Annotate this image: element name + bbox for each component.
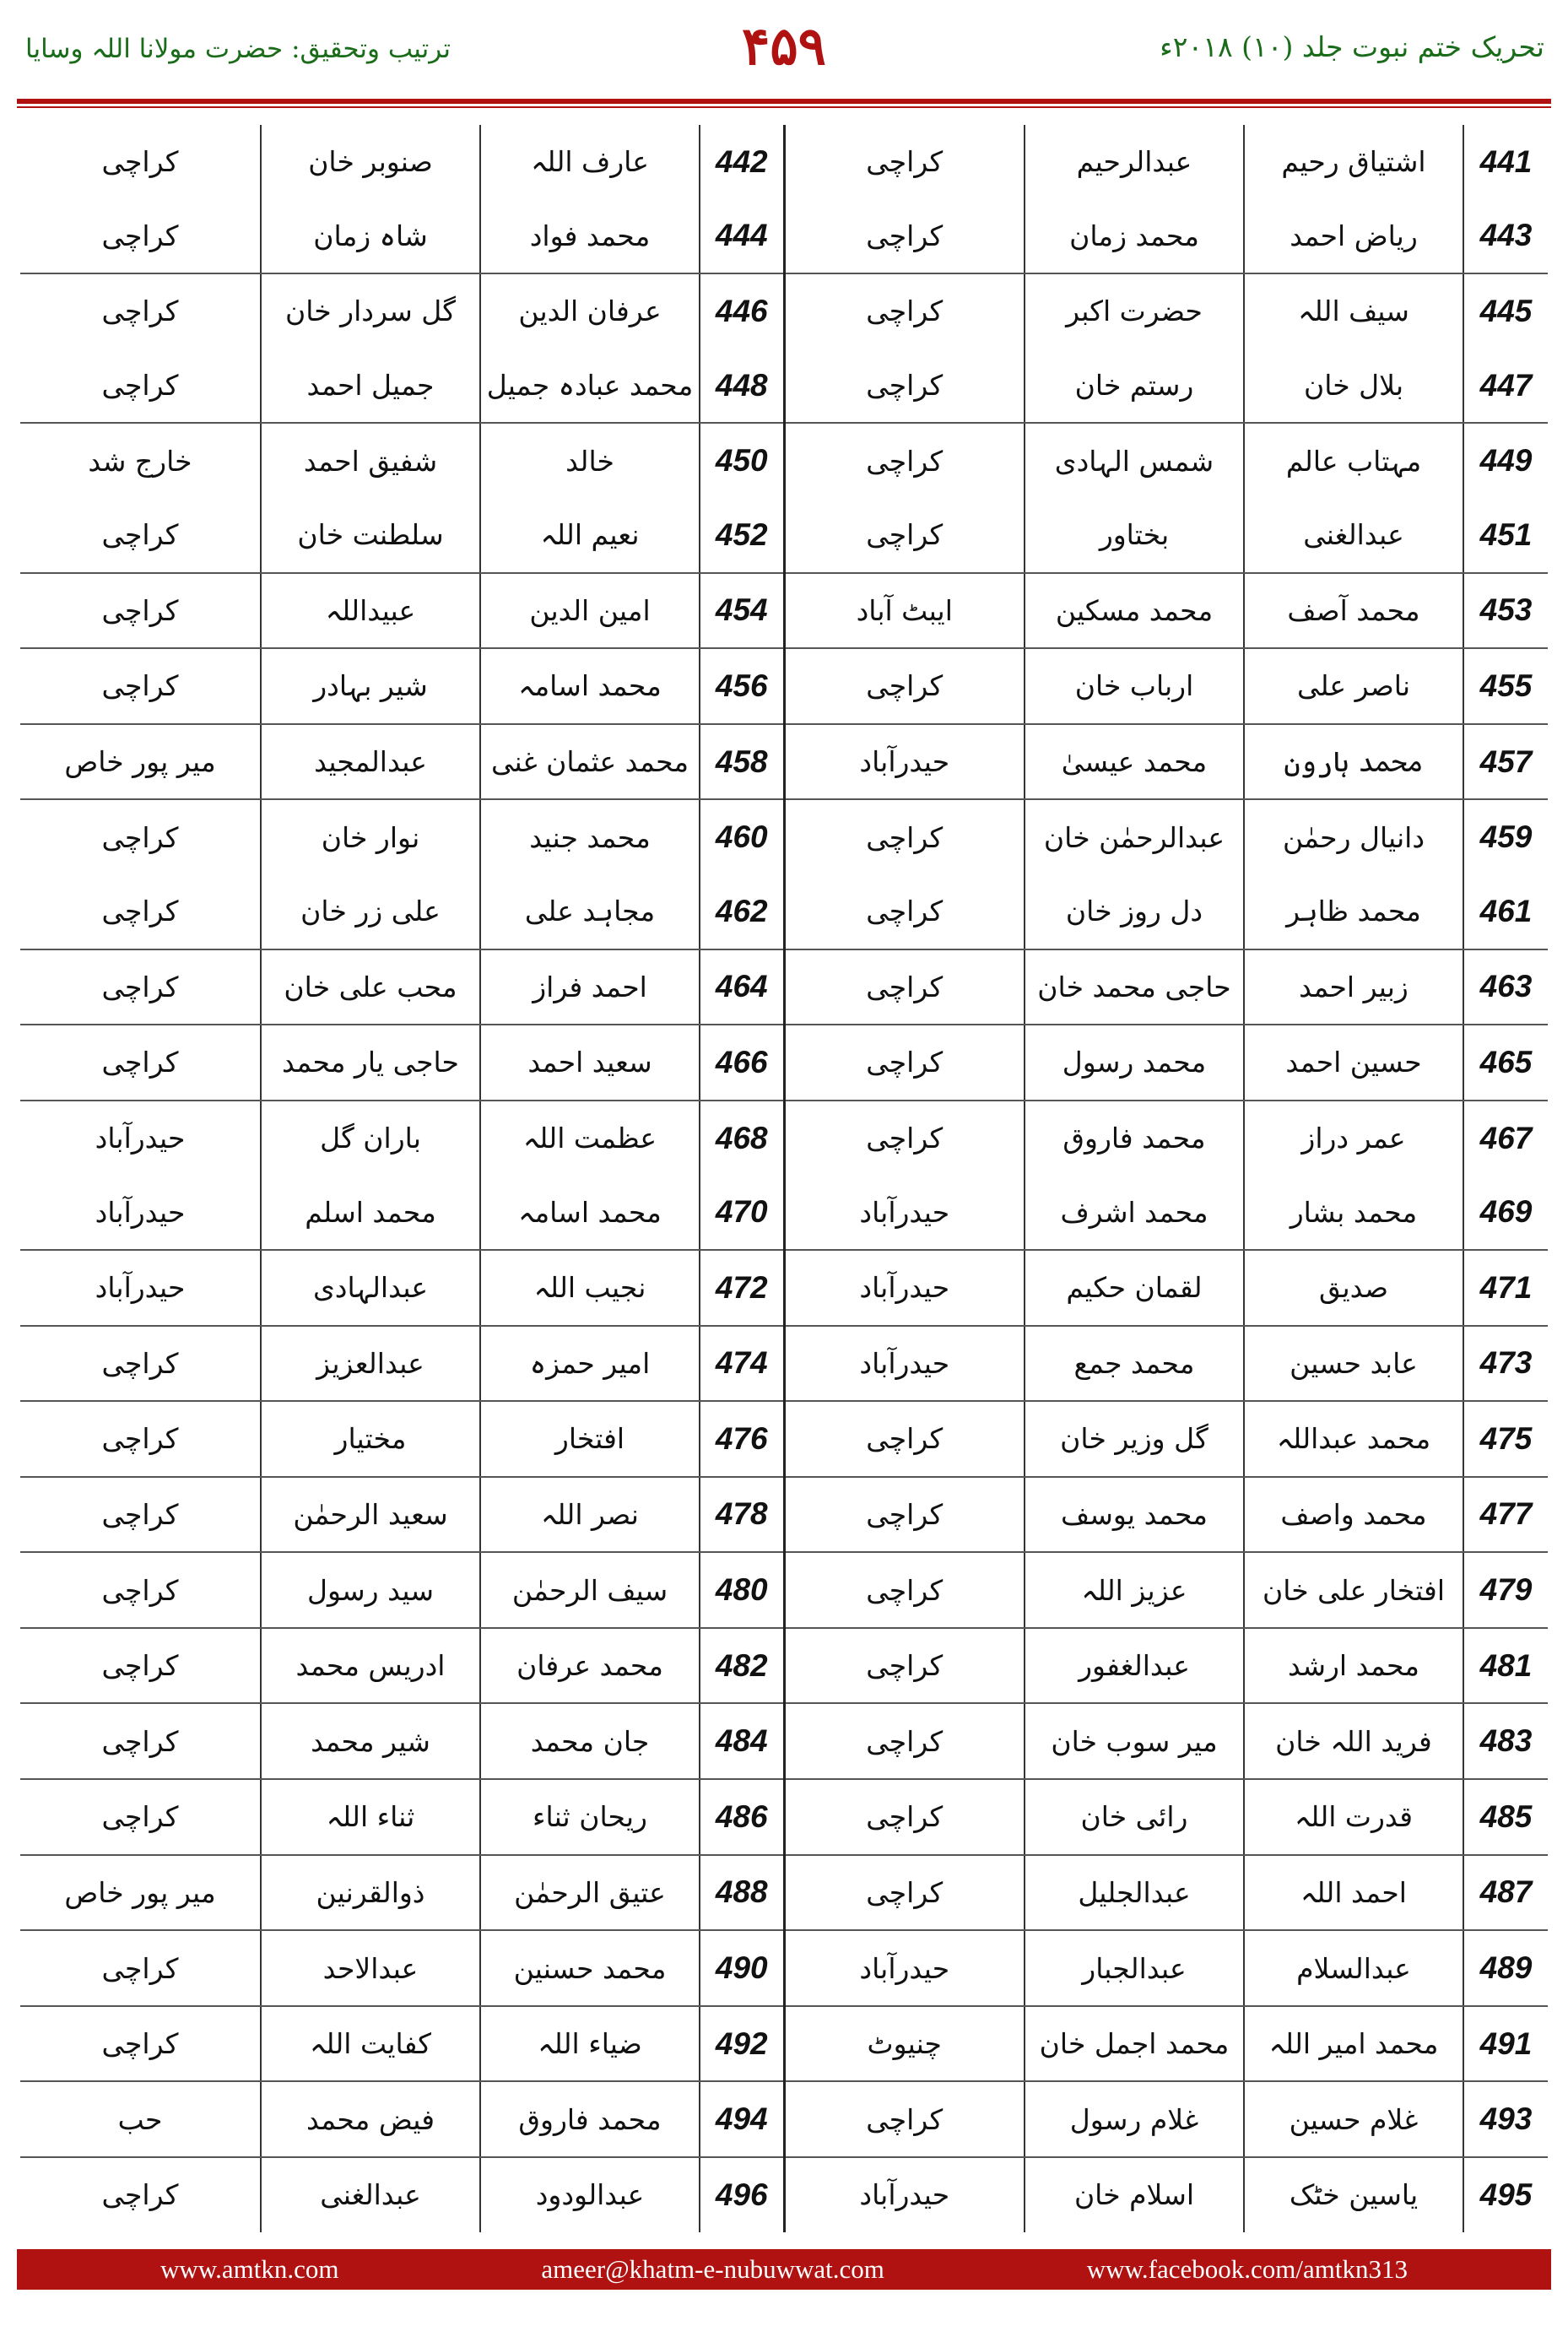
entry-city: کراچی xyxy=(784,1401,1025,1477)
entry-number: 477 xyxy=(1463,1477,1548,1553)
entry-number: 453 xyxy=(1463,573,1548,649)
entry-number: 457 xyxy=(1463,724,1548,800)
entry-city: کراچی xyxy=(20,949,261,1025)
entry-father-name: محمد جمع xyxy=(1025,1326,1244,1402)
entry-father-name: دل روز خان xyxy=(1025,874,1244,949)
entry-name: محمد عبادہ جمیل xyxy=(480,349,700,424)
entry-father-name: لقمان حکیم xyxy=(1025,1250,1244,1326)
entry-father-name: عبدالاحد xyxy=(261,1930,480,2006)
entry-name: محمد عرفان xyxy=(480,1628,700,1704)
entry-father-name: فیض محمد xyxy=(261,2081,480,2157)
entry-name: خالد xyxy=(480,423,700,498)
entry-father-name: گل سردار خان xyxy=(261,273,480,349)
entry-city: ایبٹ آباد xyxy=(784,573,1025,649)
entry-father-name: علی زر خان xyxy=(261,874,480,949)
entry-name: عبدالسلام xyxy=(1244,1930,1463,2006)
entry-number: 473 xyxy=(1463,1326,1548,1402)
entry-number: 448 xyxy=(700,349,784,424)
entry-city: کراچی xyxy=(20,349,261,424)
entry-city: کراچی xyxy=(101,145,179,179)
entry-city: حب xyxy=(20,2081,261,2157)
entry-city: کراچی xyxy=(101,295,179,328)
entry-father-name: محب علی خان xyxy=(261,949,480,1025)
entry-city: کراچی xyxy=(20,2006,261,2082)
entry-name: محمد حسنین xyxy=(480,1930,700,2006)
entry-city: کراچی xyxy=(784,949,1025,1025)
entry-city: کراچی xyxy=(784,1779,1025,1855)
entry-name: محمد اسامہ xyxy=(480,1175,700,1250)
entry-city: کراچی xyxy=(20,1628,261,1704)
table-row xyxy=(20,1930,1548,2006)
table-row xyxy=(20,1855,1548,1931)
entry-city: کراچی xyxy=(784,273,1025,349)
entry-father-name: مختیار xyxy=(261,1401,480,1477)
entry-number: 483 xyxy=(1463,1703,1548,1779)
entry-city: کراچی xyxy=(784,799,1025,874)
entry-father-name: عبدالہادی xyxy=(261,1250,480,1326)
entry-father-name: عبیداللہ xyxy=(261,573,480,649)
table-row xyxy=(20,199,1548,274)
page-header xyxy=(0,0,1568,105)
entry-city: کراچی xyxy=(784,423,1025,498)
entry-city: کراچی xyxy=(784,125,1025,199)
entry-city: کراچی xyxy=(784,1025,1025,1101)
entry-number: 494 xyxy=(700,2081,784,2157)
entry-name: سعید احمد xyxy=(480,1025,700,1101)
entry-father-name: عبدالغفور xyxy=(1025,1628,1244,1704)
entry-name: عبدالودود xyxy=(480,2157,700,2232)
entry-number: 487 xyxy=(1463,1855,1548,1931)
entry-father-name: شیر بہادر xyxy=(261,648,480,724)
table-row xyxy=(20,498,1548,573)
table-row xyxy=(20,874,1548,949)
table-row xyxy=(20,2157,1548,2232)
names-table xyxy=(20,125,1548,2232)
book-title: تحریک ختم نبوت جلد (۱۰) ۲۰۱۸ء xyxy=(1160,30,1544,63)
entry-father-name: عبدالجلیل xyxy=(1025,1855,1244,1931)
entry-city: کراچی xyxy=(20,874,261,949)
entry-name: نعیم اللہ xyxy=(480,498,700,573)
entry-city: کراچی xyxy=(101,2178,179,2212)
entry-name: محمد جنید xyxy=(480,799,700,874)
table-row xyxy=(20,1175,1548,1250)
entry-city: کراچی xyxy=(784,1101,1025,1176)
entry-number: 482 xyxy=(700,1628,784,1704)
entry-number: 469 xyxy=(1463,1175,1548,1250)
entry-city: کراچی xyxy=(784,1477,1025,1553)
entry-number: 484 xyxy=(700,1703,784,1779)
entry-father-name: محمد رسول xyxy=(1025,1025,1244,1101)
entry-city: کراچی xyxy=(20,1703,261,1779)
entry-number: 464 xyxy=(700,949,784,1025)
entry-city: کراچی xyxy=(20,1930,261,2006)
entry-father-name: ذوالقرنین xyxy=(261,1855,480,1931)
entry-name: غلام حسین xyxy=(1244,2081,1463,2157)
entry-number: 481 xyxy=(1463,1628,1548,1704)
entry-father-name: شمس الہادی xyxy=(1025,423,1244,498)
entry-number: 467 xyxy=(1463,1101,1548,1176)
entry-number: 480 xyxy=(700,1552,784,1628)
entry-father-name: باران گل xyxy=(261,1101,480,1176)
entry-father-name: حاجی محمد خان xyxy=(1025,949,1244,1025)
entry-city: کراچی xyxy=(20,1477,261,1553)
entry-number: 489 xyxy=(1463,1930,1548,2006)
entry-father-name: محمد مسکین xyxy=(1025,573,1244,649)
entry-name: محمد ارشد xyxy=(1244,1628,1463,1704)
entry-city: کراچی xyxy=(784,1552,1025,1628)
entry-name: محمد فواد xyxy=(480,199,700,274)
entry-number: 475 xyxy=(1463,1401,1548,1477)
entry-father-name: گل وزیر خان xyxy=(1025,1401,1244,1477)
entry-name: قدرت اللہ xyxy=(1244,1779,1463,1855)
entry-father-name: محمد اشرف xyxy=(1025,1175,1244,1250)
names-table-body xyxy=(20,125,1548,2232)
entry-father-name: میر سوب خان xyxy=(1025,1703,1244,1779)
entry-number: 447 xyxy=(1463,349,1548,424)
header-rule-thin xyxy=(17,106,1551,108)
table-row xyxy=(20,648,1548,724)
table-row xyxy=(20,1552,1548,1628)
entry-number: 465 xyxy=(1463,1025,1548,1101)
entry-number: 466 xyxy=(700,1025,784,1101)
names-table-container xyxy=(20,125,1548,2212)
entry-name: سیف الرحمٰن xyxy=(480,1552,700,1628)
entry-number: 460 xyxy=(700,799,784,874)
entry-name: دانیال رحمٰن xyxy=(1244,799,1463,874)
entry-city: حیدرآباد xyxy=(784,1175,1025,1250)
table-row xyxy=(20,1025,1548,1101)
entry-name: مہتاب عالم xyxy=(1244,423,1463,498)
entry-number: 468 xyxy=(700,1101,784,1176)
entry-name: اشتیاق رحیم xyxy=(1244,125,1463,199)
entry-name: عمر دراز xyxy=(1244,1101,1463,1176)
entry-city: کراچی xyxy=(784,2081,1025,2157)
table-row xyxy=(20,2006,1548,2082)
entry-father-name: سلطنت خان xyxy=(261,498,480,573)
table-row xyxy=(20,125,1548,199)
entry-father-name: عبدالجبار xyxy=(1025,1930,1244,2006)
entry-city: کراچی xyxy=(20,1552,261,1628)
entry-city: کراچی xyxy=(20,1401,261,1477)
table-row xyxy=(20,724,1548,800)
entry-father-name: محمد عیسیٰ xyxy=(1025,724,1244,800)
entry-name: یاسین خٹک xyxy=(1244,2157,1463,2232)
entry-name: مجاہد علی xyxy=(480,874,700,949)
entry-number: 444 xyxy=(700,199,784,274)
entry-father-name: جمیل احمد xyxy=(261,349,480,424)
entry-city: حیدرآباد xyxy=(784,1250,1025,1326)
entry-number: 485 xyxy=(1463,1779,1548,1855)
entry-father-name: غلام رسول xyxy=(1025,2081,1244,2157)
header-rule-thick xyxy=(17,99,1551,104)
table-row xyxy=(20,573,1548,649)
table-row xyxy=(20,1401,1548,1477)
entry-city: کراچی xyxy=(784,199,1025,274)
table-row xyxy=(20,1250,1548,1326)
entry-father-name: سعید الرحمٰن xyxy=(261,1477,480,1553)
entry-city: کراچی xyxy=(784,349,1025,424)
entry-number: 476 xyxy=(700,1401,784,1477)
entry-father-name: محمد فاروق xyxy=(1025,1101,1244,1176)
entry-name: فرید اللہ خان xyxy=(1244,1703,1463,1779)
entry-father-name: رستم خان xyxy=(1025,349,1244,424)
entry-name: احمد اللہ xyxy=(1244,1855,1463,1931)
table-row xyxy=(20,2081,1548,2157)
table-row xyxy=(20,1779,1548,1855)
entry-city: کراچی xyxy=(20,199,261,274)
entry-name: عابد حسین xyxy=(1244,1326,1463,1402)
entry-city: کراچی xyxy=(784,874,1025,949)
entry-name: عتیق الرحمٰن xyxy=(480,1855,700,1931)
entry-number: 491 xyxy=(1463,2006,1548,2082)
footer-facebook-link[interactable]: www.facebook.com/amtkn313 xyxy=(1086,2254,1408,2284)
entry-name: محمد بشار xyxy=(1244,1175,1463,1250)
entry-father-name: شفیق احمد xyxy=(261,423,480,498)
entry-father-name: اسلام خان xyxy=(1025,2157,1244,2232)
entry-father-name: عبدالغنی xyxy=(261,2157,480,2232)
entry-number: 493 xyxy=(1463,2081,1548,2157)
entry-name: محمد عثمان غنی xyxy=(480,724,700,800)
entry-number: 441 xyxy=(1463,125,1548,199)
entry-name: زبیر احمد xyxy=(1244,949,1463,1025)
entry-number: 495 xyxy=(1463,2157,1548,2232)
entry-city: حیدرآباد xyxy=(20,1175,261,1250)
entry-name: افتخار علی خان xyxy=(1244,1552,1463,1628)
entry-number: 471 xyxy=(1463,1250,1548,1326)
entry-name: افتخار xyxy=(480,1401,700,1477)
table-row xyxy=(20,273,1548,349)
entry-city: خارج شد xyxy=(88,444,192,478)
entry-number: 492 xyxy=(700,2006,784,2082)
entry-father-name: بختاور xyxy=(1025,498,1244,573)
entry-name: ناصر علی xyxy=(1244,648,1463,724)
table-row xyxy=(20,349,1548,424)
entry-name: احمد فراز xyxy=(480,949,700,1025)
entry-city: حیدرآباد xyxy=(784,1326,1025,1402)
entry-father-name: شاہ زمان xyxy=(261,199,480,274)
footer-website-link[interactable]: www.amtkn.com xyxy=(160,2254,339,2284)
entry-name: محمد ہارون xyxy=(1244,724,1463,800)
entry-city: کراچی xyxy=(20,1779,261,1855)
entry-number: 458 xyxy=(700,724,784,800)
entry-name: ریاض احمد xyxy=(1244,199,1463,274)
entry-city: کراچی xyxy=(784,498,1025,573)
entry-number: 446 xyxy=(700,273,784,349)
entry-father-name: محمد زمان xyxy=(1025,199,1244,274)
entry-father-name: محمد اجمل خان xyxy=(1025,2006,1244,2082)
entry-father-name: عبدالمجید xyxy=(261,724,480,800)
footer-email-link[interactable]: ameer@khatm-e-nubuwwat.com xyxy=(541,2254,884,2284)
entry-father-name: عبدالرحمٰن خان xyxy=(1025,799,1244,874)
entry-city: کراچی xyxy=(20,573,261,649)
entry-city: کراچی xyxy=(20,1326,261,1402)
entry-city: کراچی xyxy=(20,1025,261,1101)
entry-city: کراچی xyxy=(101,820,179,854)
entry-city: حیدرآباد xyxy=(784,1930,1025,2006)
entry-name: محمد امیر اللہ xyxy=(1244,2006,1463,2082)
table-row xyxy=(20,1628,1548,1704)
table-row xyxy=(20,1703,1548,1779)
entry-name: بلال خان xyxy=(1244,349,1463,424)
entry-name: عرفان الدین xyxy=(480,273,700,349)
entry-father-name: عزیز اللہ xyxy=(1025,1552,1244,1628)
entry-number: 452 xyxy=(700,498,784,573)
entry-father-name: شیر محمد xyxy=(261,1703,480,1779)
entry-father-name: سید رسول xyxy=(261,1552,480,1628)
page-number: ۴۵۹ xyxy=(742,15,826,77)
entry-city: حیدرآباد xyxy=(20,1250,261,1326)
entry-name: نصر اللہ xyxy=(480,1477,700,1553)
entry-father-name: محمد اسلم xyxy=(261,1175,480,1250)
entry-name: صدیق xyxy=(1244,1250,1463,1326)
entry-city: کراچی xyxy=(784,648,1025,724)
entry-father-name: ارباب خان xyxy=(1025,648,1244,724)
entry-number: 454 xyxy=(700,573,784,649)
entry-number: 463 xyxy=(1463,949,1548,1025)
table-row xyxy=(20,1101,1548,1176)
entry-name: محمد اسامہ xyxy=(480,648,700,724)
entry-city: حیدرآباد xyxy=(784,724,1025,800)
entry-father-name: کفایت اللہ xyxy=(261,2006,480,2082)
entry-name: نجیب اللہ xyxy=(480,1250,700,1326)
entry-city: میر پور خاص xyxy=(20,724,261,800)
entry-father-name: حاجی یار محمد xyxy=(261,1025,480,1101)
entry-name: حسین احمد xyxy=(1244,1025,1463,1101)
compiler-credit: ترتیب وتحقیق: حضرت مولانا اللہ وسایا xyxy=(25,34,451,64)
entry-name: عظمت اللہ xyxy=(480,1101,700,1176)
entry-father-name: عبدالعزیز xyxy=(261,1326,480,1402)
entry-number: 442 xyxy=(700,125,784,199)
table-row xyxy=(20,1326,1548,1402)
entry-father-name: محمد یوسف xyxy=(1025,1477,1244,1553)
entry-father-name: عبدالرحیم xyxy=(1025,125,1244,199)
entry-number: 456 xyxy=(700,648,784,724)
entry-name: امین الدین xyxy=(480,573,700,649)
entry-father-name: حضرت اکبر xyxy=(1025,273,1244,349)
entry-number: 451 xyxy=(1463,498,1548,573)
table-row xyxy=(20,799,1548,874)
entry-name: عبدالغنی xyxy=(1244,498,1463,573)
entry-name: محمد عبداللہ xyxy=(1244,1401,1463,1477)
entry-name: ضیاء اللہ xyxy=(480,2006,700,2082)
entry-city: کراچی xyxy=(784,1855,1025,1931)
entry-father-name: ادریس محمد xyxy=(261,1628,480,1704)
entry-city: کراچی xyxy=(784,1628,1025,1704)
entry-number: 470 xyxy=(700,1175,784,1250)
entry-father-name: صنوبر خان xyxy=(261,125,480,199)
entry-name: محمد فاروق xyxy=(480,2081,700,2157)
entry-city: میر پور خاص xyxy=(20,1855,261,1931)
entry-name: محمد واصف xyxy=(1244,1477,1463,1553)
entry-number: 496 xyxy=(700,2157,784,2232)
entry-number: 445 xyxy=(1463,273,1548,349)
entry-father-name: ثناء اللہ xyxy=(261,1779,480,1855)
entry-name: سیف اللہ xyxy=(1244,273,1463,349)
entry-city: کراچی xyxy=(20,648,261,724)
entry-city: حیدرآباد xyxy=(784,2157,1025,2232)
page-footer xyxy=(17,2249,1551,2290)
entry-name: ریحان ثناء xyxy=(480,1779,700,1855)
entry-number: 474 xyxy=(700,1326,784,1402)
table-row xyxy=(20,949,1548,1025)
entry-number: 455 xyxy=(1463,648,1548,724)
entry-father-name: رائی خان xyxy=(1025,1779,1244,1855)
entry-name: محمد ظاہر xyxy=(1244,874,1463,949)
entry-number: 479 xyxy=(1463,1552,1548,1628)
entry-number: 472 xyxy=(700,1250,784,1326)
table-row xyxy=(20,423,1548,498)
entry-father-name: نوار خان xyxy=(261,799,480,874)
entry-number: 459 xyxy=(1463,799,1548,874)
entry-number: 488 xyxy=(700,1855,784,1931)
entry-number: 478 xyxy=(700,1477,784,1553)
entry-number: 449 xyxy=(1463,423,1548,498)
entry-city: کراچی xyxy=(20,498,261,573)
entry-name: جان محمد xyxy=(480,1703,700,1779)
entry-number: 490 xyxy=(700,1930,784,2006)
entry-city: حیدرآباد xyxy=(95,1122,186,1155)
entry-number: 486 xyxy=(700,1779,784,1855)
entry-name: امیر حمزہ xyxy=(480,1326,700,1402)
entry-name: عارف اللہ xyxy=(480,125,700,199)
table-row xyxy=(20,1477,1548,1553)
entry-number: 450 xyxy=(700,423,784,498)
entry-number: 462 xyxy=(700,874,784,949)
entry-number: 443 xyxy=(1463,199,1548,274)
entry-city: چنیوٹ xyxy=(784,2006,1025,2082)
entry-number: 461 xyxy=(1463,874,1548,949)
entry-name: محمد آصف xyxy=(1244,573,1463,649)
entry-city: کراچی xyxy=(784,1703,1025,1779)
